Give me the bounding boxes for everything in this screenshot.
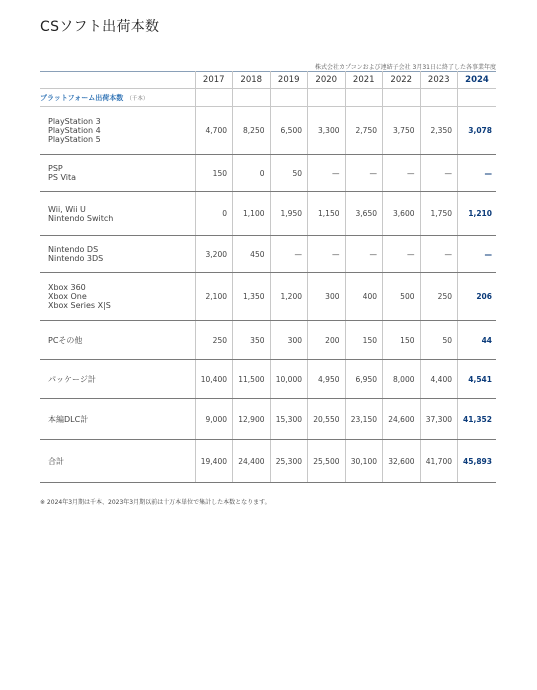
value-cell: 0 (195, 192, 233, 236)
year-header: 2021 (345, 71, 383, 89)
value-cell: 24,600 (383, 399, 421, 440)
platform-label: Xbox One (48, 292, 87, 301)
value-cell: 8,000 (383, 360, 421, 399)
value-cell: — (420, 236, 458, 273)
table-row (40, 399, 496, 440)
value-cell: 50 (270, 155, 308, 192)
value-cell: 2,750 (345, 107, 383, 155)
value-cell: — (383, 155, 421, 192)
value-cell-latest: 3,078 (458, 107, 497, 155)
value-cell: 10,400 (195, 360, 233, 399)
header-label-cell (40, 71, 195, 89)
row-label (40, 107, 195, 155)
value-cell: 37,300 (420, 399, 458, 440)
table-row (40, 360, 496, 399)
section-unit: （千本） (126, 95, 149, 102)
value-cell: — (308, 236, 346, 273)
value-cell: 25,500 (308, 440, 346, 483)
value-cell-latest: 44 (458, 321, 497, 360)
platform-label: 合計 (48, 456, 64, 466)
value-cell: 250 (195, 321, 233, 360)
value-cell: 23,150 (345, 399, 383, 440)
value-cell: 4,950 (308, 360, 346, 399)
value-cell: 20,550 (308, 399, 346, 440)
platform-label: パッケージ計 (48, 374, 96, 384)
value-cell: 400 (345, 273, 383, 321)
platform-label: Nintendo 3DS (48, 254, 104, 263)
value-cell: 3,650 (345, 192, 383, 236)
value-cell: — (383, 236, 421, 273)
section-label: プラットフォーム出荷本数 （千本） (40, 89, 195, 107)
value-cell: 32,600 (383, 440, 421, 483)
value-cell: — (270, 236, 308, 273)
value-cell: 2,100 (195, 273, 233, 321)
year-header-latest: 2024 (458, 71, 497, 89)
value-cell: 3,300 (308, 107, 346, 155)
row-label (40, 192, 195, 236)
table-row (40, 440, 496, 483)
value-cell: 1,100 (233, 192, 271, 236)
value-cell: — (345, 155, 383, 192)
row-label (40, 155, 195, 192)
value-cell: 4,400 (420, 360, 458, 399)
row-label (40, 273, 195, 321)
value-cell: 4,700 (195, 107, 233, 155)
value-cell-latest: 4,541 (458, 360, 497, 399)
table-row (40, 273, 496, 321)
value-cell: 150 (345, 321, 383, 360)
table-row (40, 236, 496, 273)
value-cell: 300 (270, 321, 308, 360)
platform-label: Wii, Wii U (48, 204, 86, 214)
table-row (40, 192, 496, 236)
table-row (40, 107, 496, 155)
platform-label: PlayStation 3 (48, 117, 101, 126)
value-cell: 450 (233, 236, 271, 273)
value-cell: 8,250 (233, 107, 271, 155)
platform-label: PlayStation 4 (48, 126, 101, 135)
row-label (40, 236, 195, 273)
platform-label: PlayStation 5 (48, 135, 101, 144)
year-header: 2022 (383, 71, 421, 89)
value-cell: 200 (308, 321, 346, 360)
value-cell-latest: 41,352 (458, 399, 497, 440)
value-cell: 3,200 (195, 236, 233, 273)
value-cell: 3,600 (383, 192, 421, 236)
year-header: 2019 (270, 71, 308, 89)
value-cell: — (420, 155, 458, 192)
value-cell: 12,900 (233, 399, 271, 440)
row-label (40, 360, 195, 399)
value-cell: 1,200 (270, 273, 308, 321)
value-cell: — (308, 155, 346, 192)
platform-label: PCその他 (48, 335, 83, 345)
value-cell: 19,400 (195, 440, 233, 483)
value-cell: 350 (233, 321, 271, 360)
value-cell: 24,400 (233, 440, 271, 483)
value-cell: 150 (383, 321, 421, 360)
company-note: 株式会社カプコンおよび連結子会社 3月31日に終了した各事業年度 (314, 64, 496, 71)
value-cell: 6,500 (270, 107, 308, 155)
value-cell: 0 (233, 155, 271, 192)
platform-label: PS Vita (48, 173, 77, 182)
table-row (40, 155, 496, 192)
year-header: 2020 (308, 71, 346, 89)
value-cell-latest: — (458, 155, 497, 192)
value-cell: 6,950 (345, 360, 383, 399)
platform-label: Nintendo Switch (48, 213, 114, 223)
value-cell: 1,350 (233, 273, 271, 321)
row-label (40, 440, 195, 483)
value-cell: 50 (420, 321, 458, 360)
value-cell: 3,750 (383, 107, 421, 155)
value-cell: 9,000 (195, 399, 233, 440)
shipments-table (40, 71, 496, 483)
value-cell: 1,950 (270, 192, 308, 236)
year-header: 2017 (195, 71, 233, 89)
platform-label: 本編DLC計 (48, 414, 89, 424)
year-header: 2023 (420, 71, 458, 89)
row-label (40, 321, 195, 360)
platform-label: Nintendo DS (48, 245, 99, 254)
row-label (40, 399, 195, 440)
value-cell: 15,300 (270, 399, 308, 440)
value-cell: 1,150 (308, 192, 346, 236)
platform-label: PSP (48, 164, 63, 173)
page-title: CSソフト出荷本数 (40, 19, 160, 35)
value-cell: 10,000 (270, 360, 308, 399)
value-cell: 1,750 (420, 192, 458, 236)
value-cell: 250 (420, 273, 458, 321)
value-cell-latest: 1,210 (458, 192, 497, 236)
value-cell: 150 (195, 155, 233, 192)
table-row (40, 321, 496, 360)
value-cell-latest: 206 (458, 273, 497, 321)
footnote: ※ 2024年3月期は千本、2023年3月期以前は十万本単位で集計した本数となります。 (40, 499, 271, 506)
header-row (40, 71, 496, 89)
value-cell: 500 (383, 273, 421, 321)
value-cell: 41,700 (420, 440, 458, 483)
value-cell: — (345, 236, 383, 273)
year-header: 2018 (233, 71, 271, 89)
value-cell: 2,350 (420, 107, 458, 155)
value-cell: 30,100 (345, 440, 383, 483)
section-header-row (40, 89, 496, 107)
value-cell-latest: 45,893 (458, 440, 497, 483)
value-cell: 25,300 (270, 440, 308, 483)
value-cell-latest: — (458, 236, 497, 273)
value-cell: 11,500 (233, 360, 271, 399)
value-cell: 300 (308, 273, 346, 321)
platform-label: Xbox 360 (48, 283, 86, 292)
platform-label: Xbox Series X|S (48, 301, 111, 310)
